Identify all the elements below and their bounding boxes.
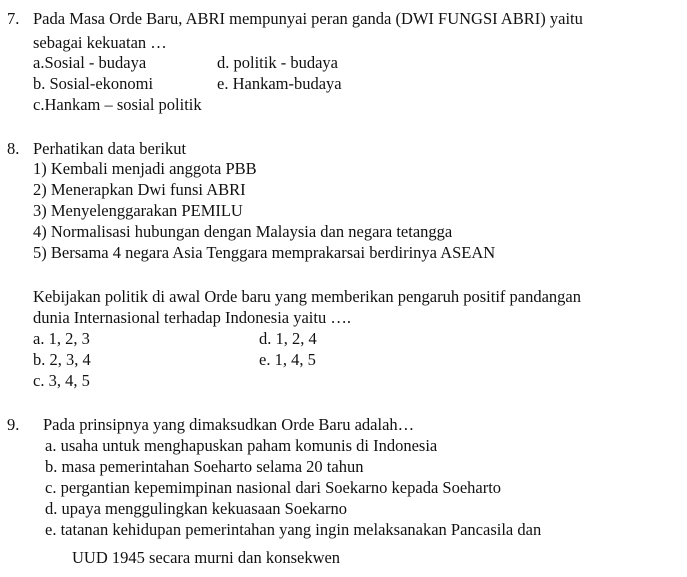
option-c[interactable]: c. 3, 4, 5 xyxy=(33,371,90,390)
option-c[interactable]: c.Hankam – sosial politik xyxy=(33,95,202,114)
question-number: 7. xyxy=(7,9,20,28)
question-number: 8. xyxy=(7,139,20,158)
option-e[interactable]: e. Hankam-budaya xyxy=(217,74,342,93)
list-item: 5) Bersama 4 negara Asia Tenggara memprakarsai berdirinya ASEAN xyxy=(33,243,496,262)
list-item: 3) Menyelenggarakan PEMILU xyxy=(33,201,243,220)
question-text-line: dunia Internasional terhadap Indonesia yaitu …. xyxy=(33,308,351,327)
option-a[interactable]: a. 1, 2, 3 xyxy=(33,329,90,348)
option-b[interactable]: b. masa pemerintahan Soeharto selama 20 tahun xyxy=(45,457,364,476)
option-b[interactable]: b. Sosial-ekonomi xyxy=(33,74,154,93)
option-a[interactable]: a. usaha untuk menghapuskan paham komunis di Indonesia xyxy=(45,436,438,455)
option-d[interactable]: d. politik - budaya xyxy=(217,53,338,72)
option-b[interactable]: b. 2, 3, 4 xyxy=(33,350,91,369)
option-c[interactable]: c. pergantian kepemimpinan nasional dari Soekarno kepada Soeharto xyxy=(45,478,502,497)
option-e-continuation: UUD 1945 secara murni dan konsekwen xyxy=(72,548,341,567)
list-item: 2) Menerapkan Dwi funsi ABRI xyxy=(33,180,246,199)
question-stem-line: Pada Masa Orde Baru, ABRI mempunyai peran ganda (DWI FUNGSI ABRI) yaitu xyxy=(33,9,583,28)
question-stem-line: sebagai kekuatan … xyxy=(33,33,167,52)
question-stem: Pada prinsipnya yang dimaksudkan Orde Baru adalah… xyxy=(43,415,415,434)
list-item: 1) Kembali menjadi anggota PBB xyxy=(33,159,257,178)
list-item: 4) Normalisasi hubungan dengan Malaysia dan negara tetangga xyxy=(33,222,453,241)
option-d[interactable]: d. upaya menggulingkan kekuasaan Soekarno xyxy=(45,499,347,518)
question-stem: Perhatikan data berikut xyxy=(33,139,187,158)
option-e[interactable]: e. 1, 4, 5 xyxy=(259,350,316,369)
question-number: 9. xyxy=(7,415,20,434)
option-d[interactable]: d. 1, 2, 4 xyxy=(259,329,317,348)
option-a[interactable]: a.Sosial - budaya xyxy=(33,53,147,72)
option-e[interactable]: e. tatanan kehidupan pemerintahan yang ingin melaksanakan Pancasila dan xyxy=(45,520,542,539)
question-text-line: Kebijakan politik di awal Orde baru yang memberikan pengaruh positif pandangan xyxy=(33,287,581,306)
